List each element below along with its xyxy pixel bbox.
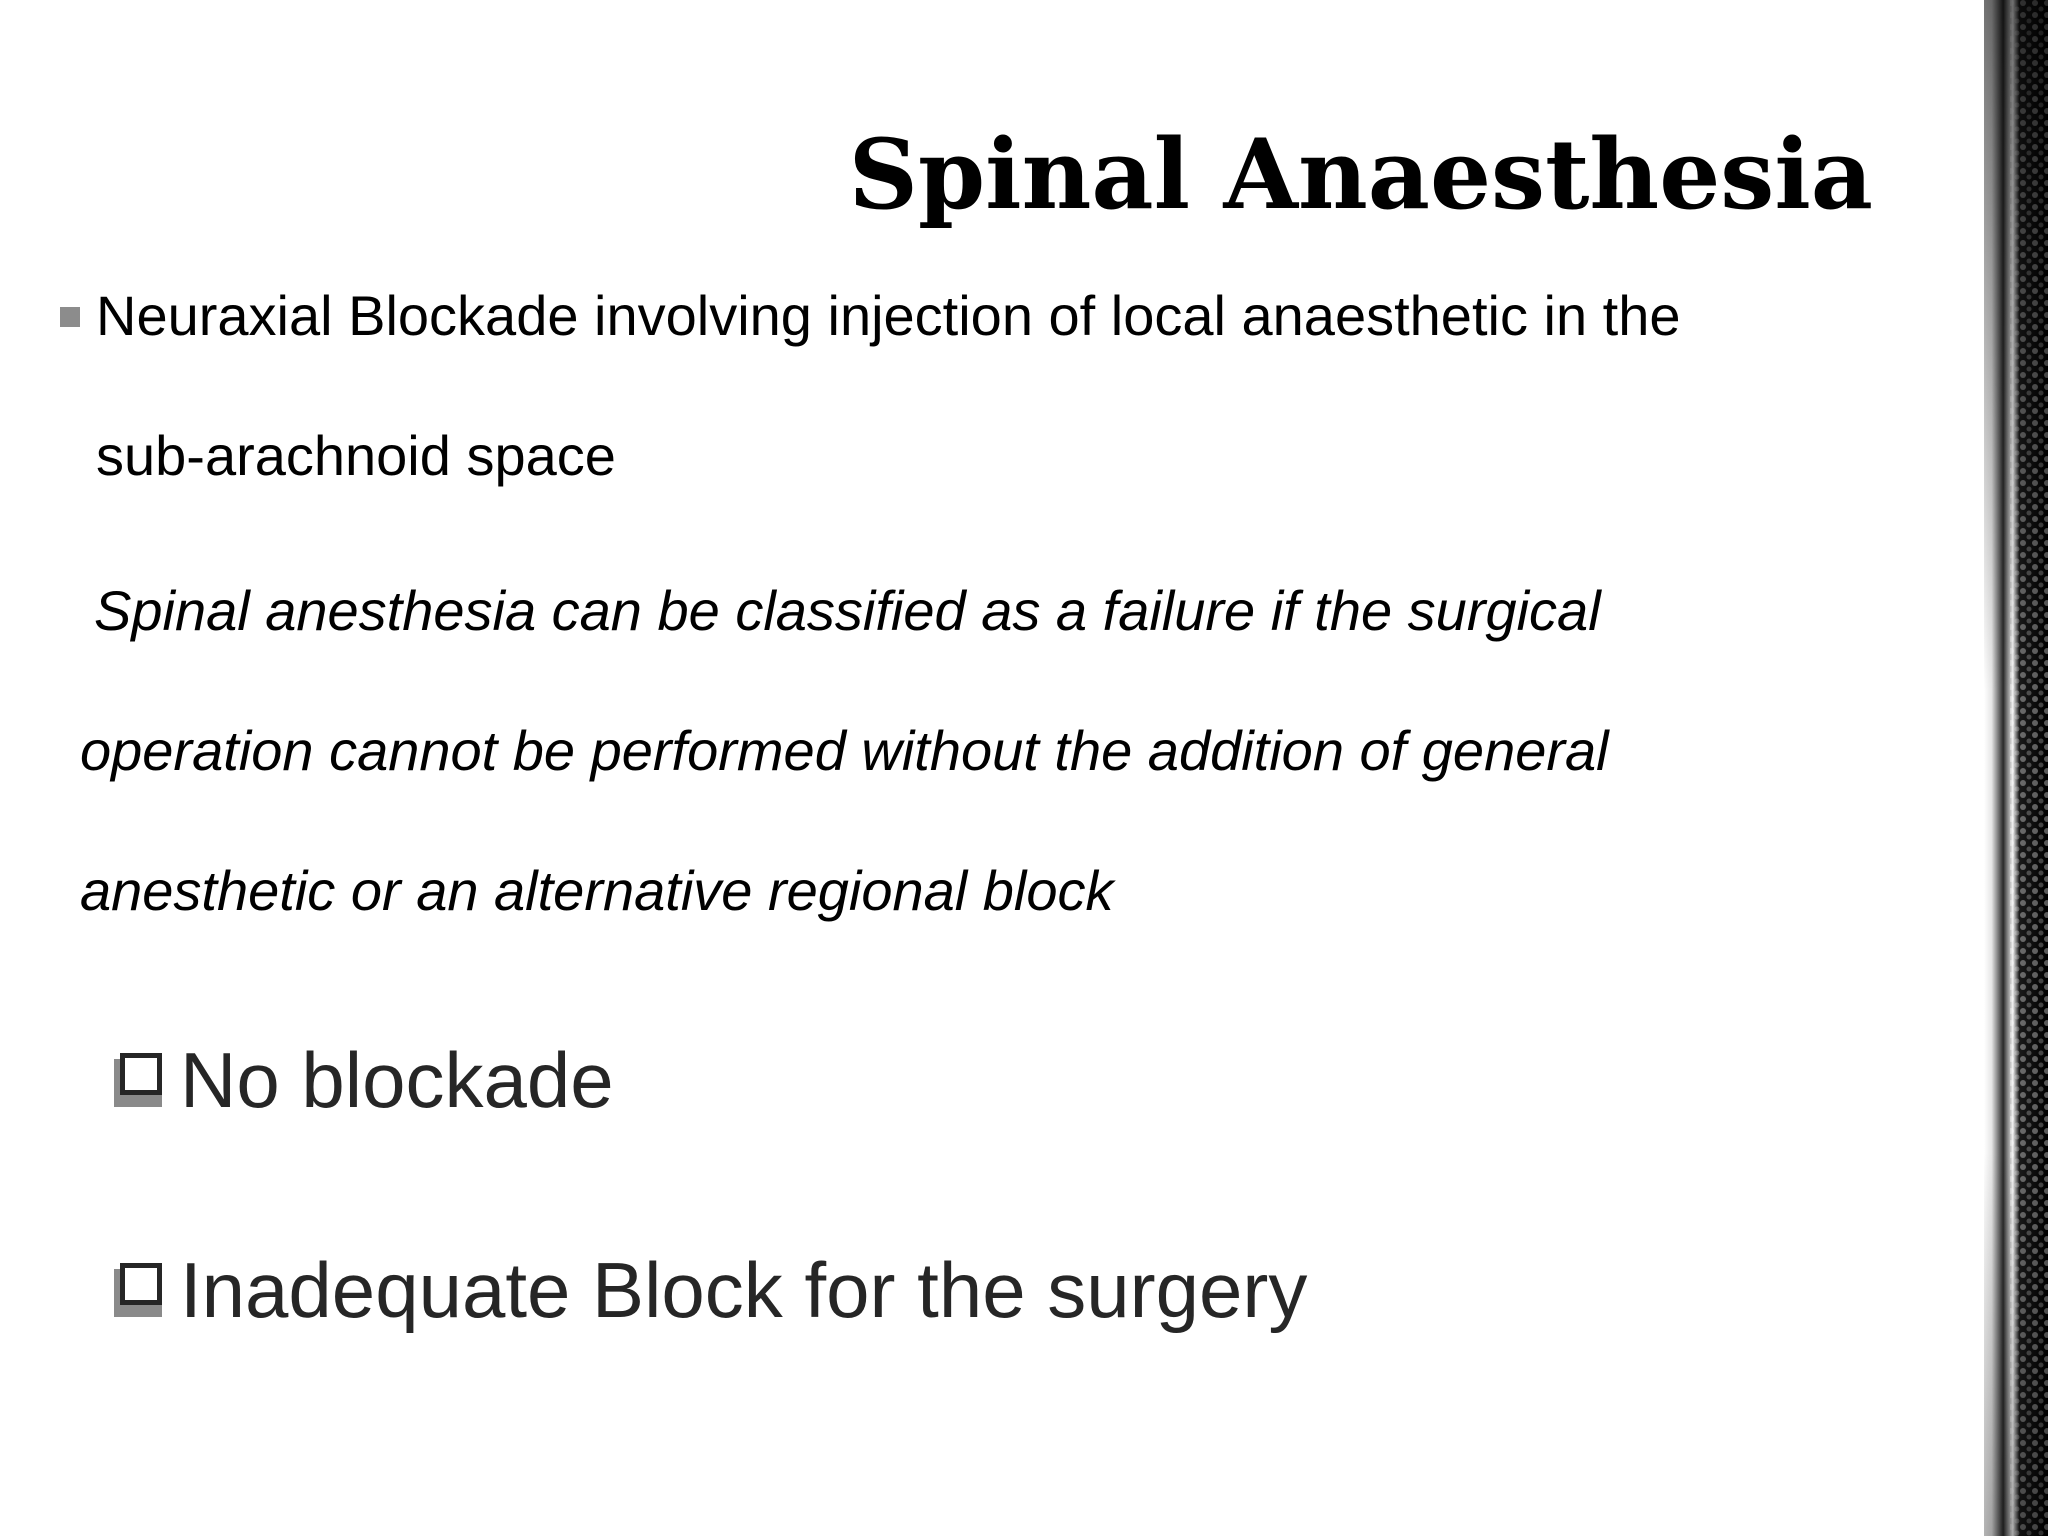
definition-line-1: Spinal anesthesia can be classified as a failure if the surgical [94,579,1601,642]
checklist-item [114,1035,614,1126]
checklist-item-label: No blockade [180,1036,614,1124]
slide-title: Spinal Anaesthesia [848,118,1873,231]
definition-line-3: anesthetic or an alternative regional block [80,859,1114,922]
decorative-texture-border [1984,0,2048,1536]
definition-line-2: operation cannot be performed without the addition of general [80,719,1609,782]
bullet-text-line-2: sub-arachnoid space [96,424,616,487]
square-bullet-icon [60,307,80,327]
checkbox-icon [114,1053,170,1109]
checklist-item-label: Inadequate Block for the surgery [180,1246,1308,1334]
bullet-text-line-1: Neuraxial Blockade involving injection of local anaesthetic in the [96,284,1681,347]
checkbox-icon [114,1263,170,1319]
checklist-item [114,1245,1307,1336]
